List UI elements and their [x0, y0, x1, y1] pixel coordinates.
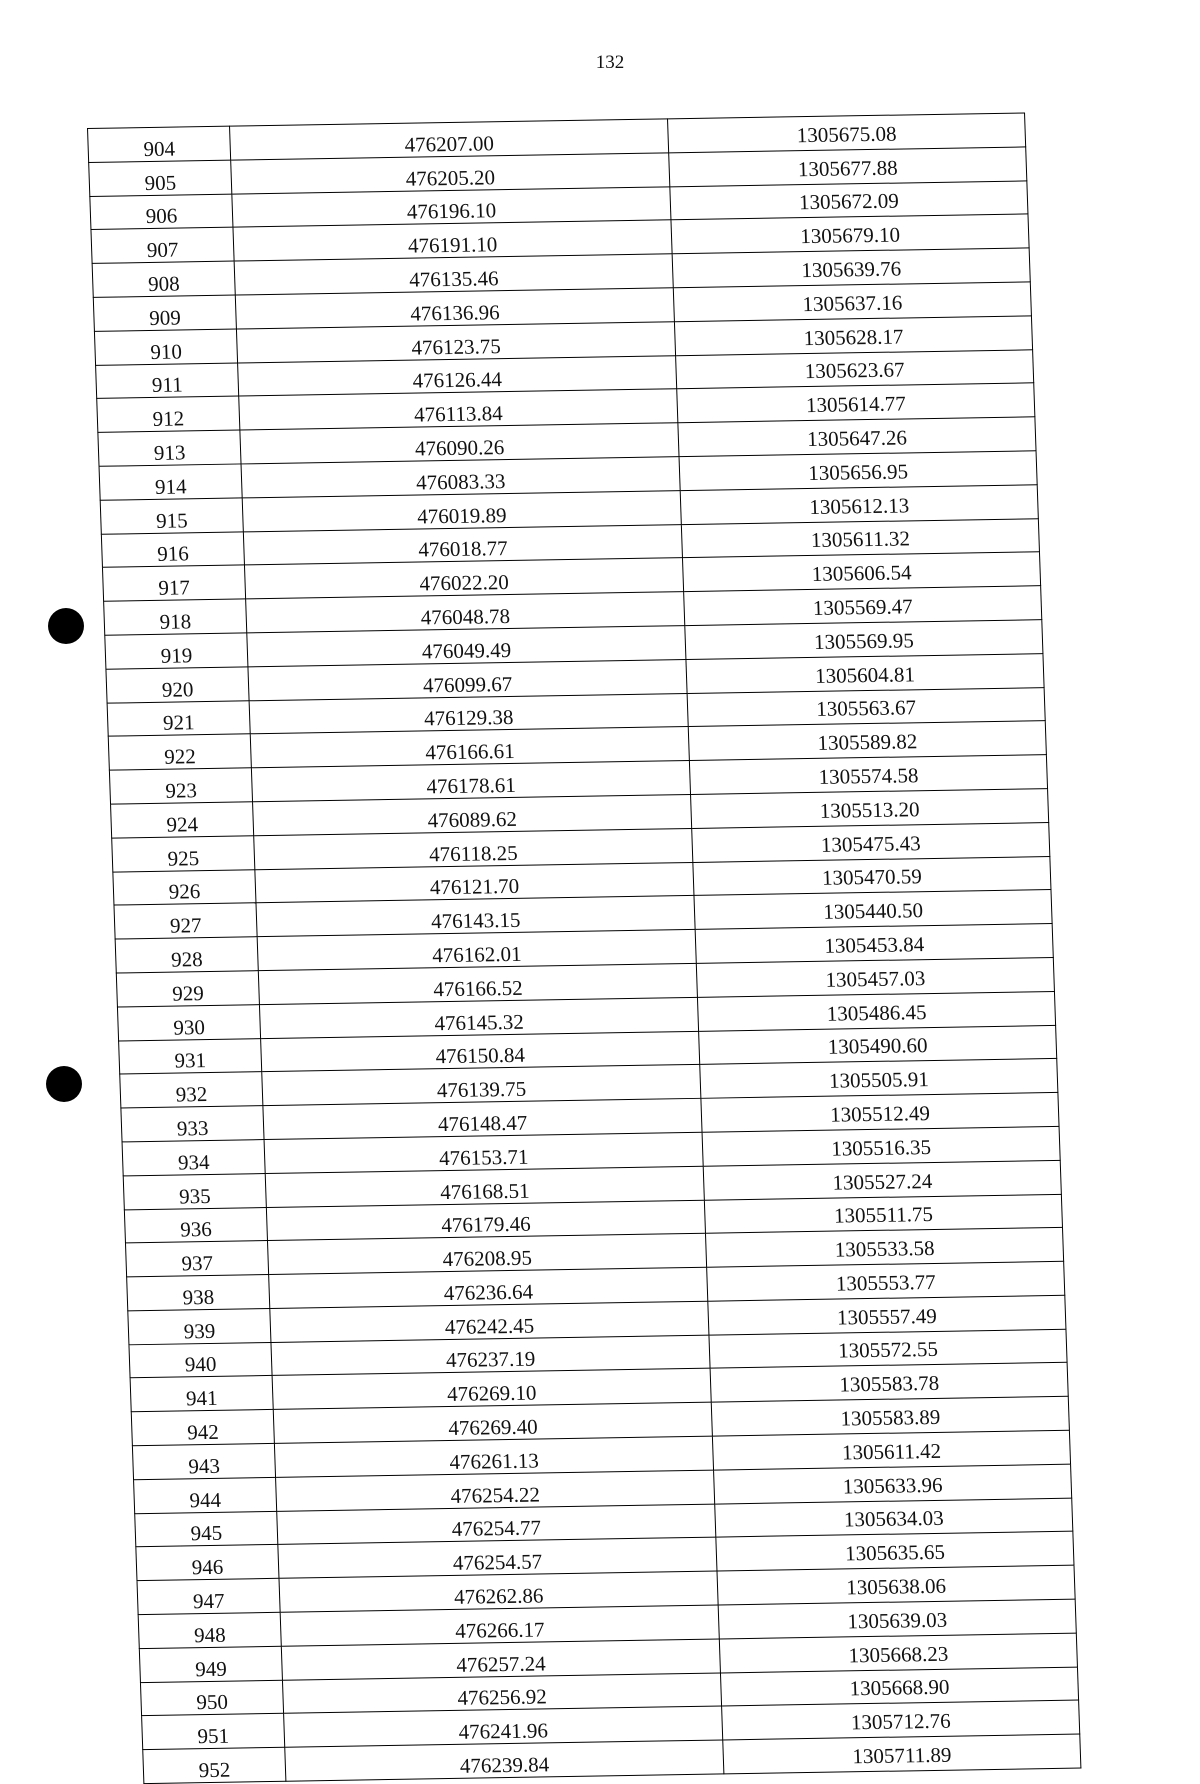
- point-number-cell: 912: [97, 396, 240, 432]
- x-coordinate-cell: 476121.70: [255, 862, 694, 903]
- y-coordinate-cell: 1305675.08: [668, 113, 1026, 153]
- x-coordinate-cell: 476090.26: [240, 423, 679, 464]
- point-number-cell: 932: [120, 1072, 263, 1108]
- x-coordinate-cell: 476254.22: [276, 1470, 715, 1511]
- x-coordinate-cell: 476236.64: [269, 1267, 708, 1308]
- point-number-cell: 945: [135, 1511, 278, 1547]
- x-coordinate-cell: 476126.44: [238, 355, 677, 396]
- point-number-cell: 949: [139, 1646, 282, 1682]
- y-coordinate-cell: 1305511.75: [704, 1194, 1062, 1234]
- point-number-cell: 924: [111, 802, 254, 838]
- y-coordinate-cell: 1305572.55: [709, 1329, 1067, 1369]
- y-coordinate-cell: 1305656.95: [679, 451, 1037, 491]
- point-number-cell: 940: [129, 1342, 272, 1378]
- x-coordinate-cell: 476261.13: [274, 1436, 713, 1477]
- point-number-cell: 906: [90, 194, 233, 230]
- point-number-cell: 922: [108, 734, 251, 770]
- x-coordinate-cell: 476196.10: [232, 186, 671, 227]
- y-coordinate-cell: 1305672.09: [670, 181, 1028, 221]
- point-number-cell: 928: [115, 937, 258, 973]
- point-number-cell: 933: [121, 1106, 264, 1142]
- y-coordinate-cell: 1305527.24: [703, 1160, 1061, 1200]
- point-number-cell: 915: [100, 498, 243, 534]
- x-coordinate-cell: 476241.96: [284, 1706, 723, 1747]
- y-coordinate-cell: 1305611.32: [681, 518, 1039, 558]
- y-coordinate-cell: 1305574.58: [689, 755, 1047, 795]
- point-number-cell: 944: [134, 1477, 277, 1513]
- point-number-cell: 910: [94, 329, 237, 365]
- y-coordinate-cell: 1305604.81: [686, 653, 1044, 693]
- x-coordinate-cell: 476162.01: [257, 930, 696, 971]
- y-coordinate-cell: 1305623.67: [676, 349, 1034, 389]
- y-coordinate-cell: 1305486.45: [697, 991, 1055, 1031]
- x-coordinate-cell: 476254.57: [278, 1538, 717, 1579]
- point-number-cell: 925: [112, 835, 255, 871]
- point-number-cell: 919: [105, 633, 248, 669]
- point-number-cell: 921: [107, 700, 250, 736]
- point-number-cell: 947: [137, 1579, 280, 1615]
- y-coordinate-cell: 1305611.42: [712, 1430, 1070, 1470]
- y-coordinate-cell: 1305668.90: [720, 1667, 1078, 1707]
- x-coordinate-cell: 476022.20: [244, 558, 683, 599]
- x-coordinate-cell: 476166.52: [258, 963, 697, 1004]
- x-coordinate-cell: 476139.75: [262, 1065, 701, 1106]
- point-number-cell: 930: [117, 1004, 260, 1040]
- y-coordinate-cell: 1305533.58: [705, 1228, 1063, 1268]
- x-coordinate-cell: 476153.71: [264, 1132, 703, 1173]
- point-number-cell: 941: [130, 1376, 273, 1412]
- x-coordinate-cell: 476166.61: [250, 727, 689, 768]
- x-coordinate-cell: 476148.47: [263, 1098, 702, 1139]
- y-coordinate-cell: 1305635.65: [716, 1532, 1074, 1572]
- x-coordinate-cell: 476191.10: [233, 220, 672, 261]
- x-coordinate-cell: 476205.20: [231, 153, 670, 194]
- y-coordinate-cell: 1305589.82: [688, 721, 1046, 761]
- x-coordinate-cell: 476254.77: [277, 1504, 716, 1545]
- x-coordinate-cell: 476113.84: [239, 389, 678, 430]
- coordinates-table-container: [87, 112, 1080, 1784]
- point-number-cell: 931: [119, 1038, 262, 1074]
- y-coordinate-cell: 1305490.60: [699, 1025, 1057, 1065]
- point-number-cell: 918: [104, 599, 247, 635]
- point-number-cell: 917: [102, 565, 245, 601]
- coordinates-table: [87, 112, 1081, 1784]
- x-coordinate-cell: 476143.15: [256, 896, 695, 937]
- x-coordinate-cell: 476237.19: [271, 1335, 710, 1376]
- x-coordinate-cell: 476269.10: [272, 1369, 711, 1410]
- point-number-cell: 904: [88, 126, 231, 162]
- point-number-cell: 952: [143, 1747, 286, 1783]
- x-coordinate-cell: 476145.32: [259, 997, 698, 1038]
- point-number-cell: 908: [92, 261, 235, 297]
- y-coordinate-cell: 1305553.77: [707, 1261, 1065, 1301]
- y-coordinate-cell: 1305679.10: [671, 214, 1029, 254]
- y-coordinate-cell: 1305637.16: [673, 282, 1031, 322]
- x-coordinate-cell: 476018.77: [243, 524, 682, 565]
- x-coordinate-cell: 476135.46: [234, 254, 673, 295]
- point-number-cell: 905: [89, 160, 232, 196]
- y-coordinate-cell: 1305639.76: [672, 248, 1030, 288]
- y-coordinate-cell: 1305677.88: [669, 147, 1027, 187]
- point-number-cell: 939: [128, 1308, 271, 1344]
- x-coordinate-cell: 476262.86: [279, 1571, 718, 1612]
- y-coordinate-cell: 1305711.89: [723, 1734, 1081, 1774]
- y-coordinate-cell: 1305557.49: [708, 1295, 1066, 1335]
- x-coordinate-cell: 476019.89: [242, 490, 681, 531]
- point-number-cell: 943: [132, 1443, 275, 1479]
- point-number-cell: 948: [138, 1612, 281, 1648]
- y-coordinate-cell: 1305453.84: [695, 924, 1053, 964]
- y-coordinate-cell: 1305712.76: [722, 1701, 1080, 1741]
- y-coordinate-cell: 1305628.17: [674, 316, 1032, 356]
- x-coordinate-cell: 476168.51: [265, 1166, 704, 1207]
- x-coordinate-cell: 476049.49: [247, 626, 686, 667]
- x-coordinate-cell: 476136.96: [235, 288, 674, 329]
- punch-hole-top: [48, 608, 84, 644]
- y-coordinate-cell: 1305634.03: [715, 1498, 1073, 1538]
- point-number-cell: 907: [91, 227, 234, 263]
- point-number-cell: 951: [142, 1714, 285, 1750]
- x-coordinate-cell: 476266.17: [280, 1605, 719, 1646]
- point-number-cell: 929: [116, 971, 259, 1007]
- x-coordinate-cell: 476208.95: [267, 1234, 706, 1275]
- y-coordinate-cell: 1305638.06: [717, 1565, 1075, 1605]
- x-coordinate-cell: 476207.00: [230, 119, 669, 160]
- point-number-cell: 926: [113, 869, 256, 905]
- point-number-cell: 920: [106, 667, 249, 703]
- y-coordinate-cell: 1305583.89: [711, 1397, 1069, 1437]
- y-coordinate-cell: 1305633.96: [714, 1464, 1072, 1504]
- point-number-cell: 914: [99, 464, 242, 500]
- point-number-cell: 934: [122, 1139, 265, 1175]
- x-coordinate-cell: 476242.45: [270, 1301, 709, 1342]
- scan-noise: [920, 1603, 942, 1613]
- point-number-cell: 916: [101, 531, 244, 567]
- x-coordinate-cell: 476048.78: [246, 592, 685, 633]
- y-coordinate-cell: 1305647.26: [678, 417, 1036, 457]
- point-number-cell: 927: [114, 903, 257, 939]
- y-coordinate-cell: 1305668.23: [719, 1633, 1077, 1673]
- y-coordinate-cell: 1305569.95: [685, 620, 1043, 660]
- y-coordinate-cell: 1305440.50: [694, 890, 1052, 930]
- punch-hole-bottom: [46, 1066, 82, 1102]
- y-coordinate-cell: 1305606.54: [682, 552, 1040, 592]
- coordinates-table-body: [88, 113, 1081, 1784]
- x-coordinate-cell: 476099.67: [248, 659, 687, 700]
- x-coordinate-cell: 476089.62: [253, 794, 692, 835]
- point-number-cell: 938: [127, 1275, 270, 1311]
- x-coordinate-cell: 476256.92: [282, 1673, 721, 1714]
- y-coordinate-cell: 1305470.59: [693, 856, 1051, 896]
- point-number-cell: 936: [124, 1207, 267, 1243]
- y-coordinate-cell: 1305513.20: [691, 789, 1049, 829]
- y-coordinate-cell: 1305457.03: [696, 957, 1054, 997]
- y-coordinate-cell: 1305475.43: [692, 822, 1050, 862]
- point-number-cell: 935: [123, 1173, 266, 1209]
- x-coordinate-cell: 476239.84: [285, 1740, 724, 1781]
- point-number-cell: 942: [131, 1410, 274, 1446]
- x-coordinate-cell: 476129.38: [249, 693, 688, 734]
- point-number-cell: 911: [96, 363, 239, 399]
- x-coordinate-cell: 476150.84: [261, 1031, 700, 1072]
- y-coordinate-cell: 1305612.13: [680, 485, 1038, 525]
- x-coordinate-cell: 476178.61: [251, 761, 690, 802]
- y-coordinate-cell: 1305516.35: [702, 1126, 1060, 1166]
- page-number: 132: [595, 52, 625, 73]
- x-coordinate-cell: 476269.40: [273, 1402, 712, 1443]
- x-coordinate-cell: 476118.25: [254, 828, 693, 869]
- y-coordinate-cell: 1305569.47: [684, 586, 1042, 626]
- y-coordinate-cell: 1305583.78: [710, 1363, 1068, 1403]
- point-number-cell: 909: [93, 295, 236, 331]
- x-coordinate-cell: 476123.75: [236, 322, 675, 363]
- y-coordinate-cell: 1305512.49: [701, 1093, 1059, 1133]
- x-coordinate-cell: 476083.33: [241, 457, 680, 498]
- point-number-cell: 946: [136, 1545, 279, 1581]
- y-coordinate-cell: 1305563.67: [687, 687, 1045, 727]
- point-number-cell: 913: [98, 430, 241, 466]
- y-coordinate-cell: 1305639.03: [718, 1599, 1076, 1639]
- x-coordinate-cell: 476257.24: [281, 1639, 720, 1680]
- x-coordinate-cell: 476179.46: [266, 1200, 705, 1241]
- point-number-cell: 950: [140, 1680, 283, 1716]
- y-coordinate-cell: 1305614.77: [677, 383, 1035, 423]
- point-number-cell: 937: [125, 1241, 268, 1277]
- y-coordinate-cell: 1305505.91: [700, 1059, 1058, 1099]
- point-number-cell: 923: [109, 768, 252, 804]
